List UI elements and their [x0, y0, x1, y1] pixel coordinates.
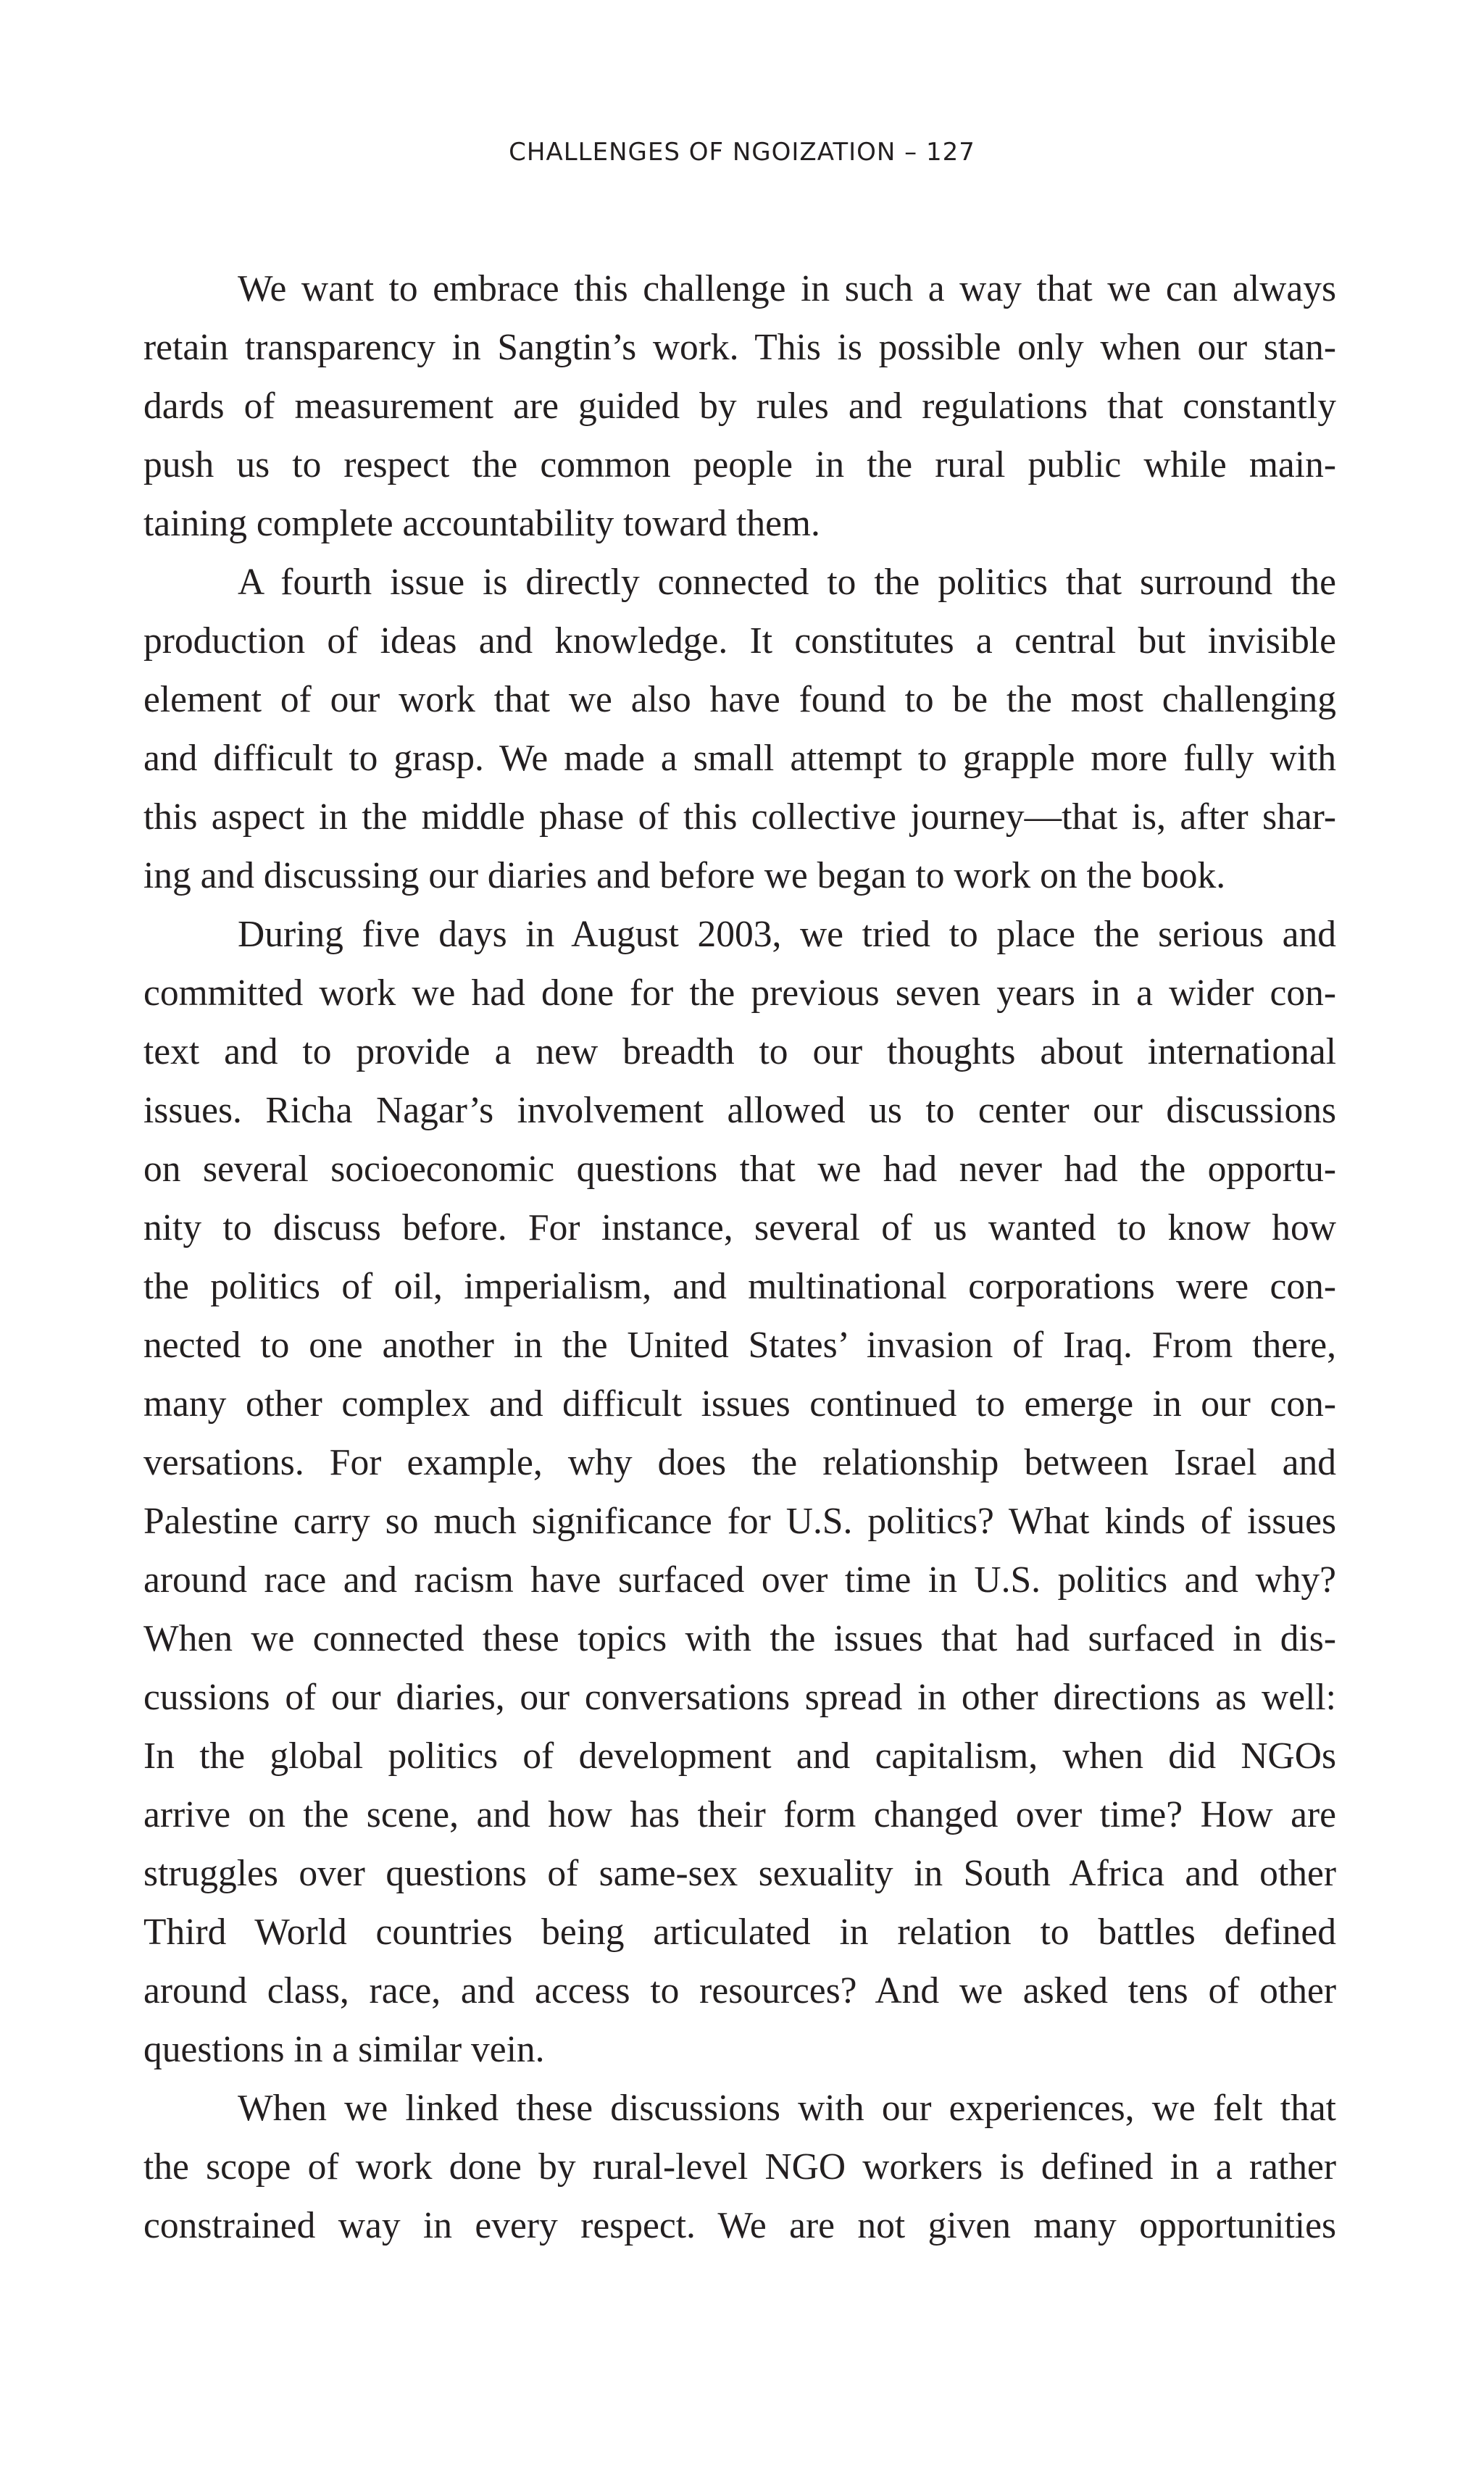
text-line: During five days in August 2003, we tried to place the serious and [238, 914, 1336, 955]
body-text [143, 259, 1336, 2255]
text-line: text and to provide a new breadth to our thoughts about international [143, 1031, 1336, 1072]
text-line: and difficult to grasp. We made a small attempt to grapple more fully with [143, 738, 1336, 779]
text-line: arrive on the scene, and how has their form changed over time? How are [143, 1794, 1336, 1835]
paragraph-1 [143, 259, 1336, 553]
text-line: When we linked these discussions with our experiences, we felt that [238, 2088, 1336, 2129]
text-line: around race and racism have surfaced over time in U.S. politics and why? [143, 1559, 1336, 1601]
text-line: committed work we had done for the previous seven years in a wider con- [143, 972, 1336, 1014]
text-line: struggles over questions of same-sex sexuality in South Africa and other [143, 1853, 1336, 1894]
text-line: the politics of oil, imperialism, and multinational corporations were con- [143, 1266, 1336, 1307]
text-line: versations. For example, why does the relationship between Israel and [143, 1442, 1336, 1483]
text-line: many other complex and difficult issues continued to emerge in our con- [143, 1383, 1336, 1425]
paragraph-4 [143, 2079, 1336, 2255]
text-line: the scope of work done by rural-level NGO workers is defined in a rather [143, 2146, 1336, 2188]
text-line: When we connected these topics with the issues that had surfaced in dis- [143, 1618, 1336, 1659]
text-line: around class, race, and access to resources? And we asked tens of other [143, 1970, 1336, 2011]
running-head: CHALLENGES OF NGOIZATION – 127 [509, 138, 975, 167]
paragraph-3 [143, 905, 1336, 2079]
text-line: on several socioeconomic questions that we had never had the opportu- [143, 1148, 1336, 1190]
text-line: push us to respect the common people in the rural public while main- [143, 444, 1336, 485]
text-line: A fourth issue is directly connected to the politics that surround the [238, 562, 1336, 603]
text-line: this aspect in the middle phase of this collective journey—that is, after shar- [143, 796, 1336, 838]
text-line: dards of measurement are guided by rules and regulations that constantly [143, 385, 1336, 427]
text-line: ing and discussing our diaries and before we began to work on the book. [143, 855, 1226, 896]
text-line: questions in a similar vein. [143, 2029, 545, 2070]
text-line: taining complete accountability toward them. [143, 503, 820, 544]
text-line: In the global politics of development and capitalism, when did NGOs [143, 1735, 1336, 1777]
text-line: element of our work that we also have found to be the most challenging [143, 679, 1336, 720]
text-line: nected to one another in the United States’ invasion of Iraq. From there, [143, 1325, 1336, 1366]
text-line: We want to embrace this challenge in such a way that we can always [238, 268, 1336, 309]
text-line: cussions of our diaries, our conversations spread in other directions as well: [143, 1677, 1336, 1718]
text-line: constrained way in every respect. We are not given many opportunities [143, 2205, 1336, 2246]
text-line: production of ideas and knowledge. It constitutes a central but invisible [143, 620, 1336, 662]
text-line: Third World countries being articulated in relation to battles defined [143, 1911, 1336, 1953]
paragraph-2 [143, 553, 1336, 905]
text-line: issues. Richa Nagar’s involvement allowed us to center our discussions [143, 1090, 1336, 1131]
text-line: retain transparency in Sangtin’s work. This is possible only when our stan- [143, 327, 1336, 368]
text-line: Palestine carry so much significance for U.S. politics? What kinds of issues [143, 1501, 1336, 1542]
text-line: nity to discuss before. For instance, several of us wanted to know how [143, 1207, 1336, 1248]
